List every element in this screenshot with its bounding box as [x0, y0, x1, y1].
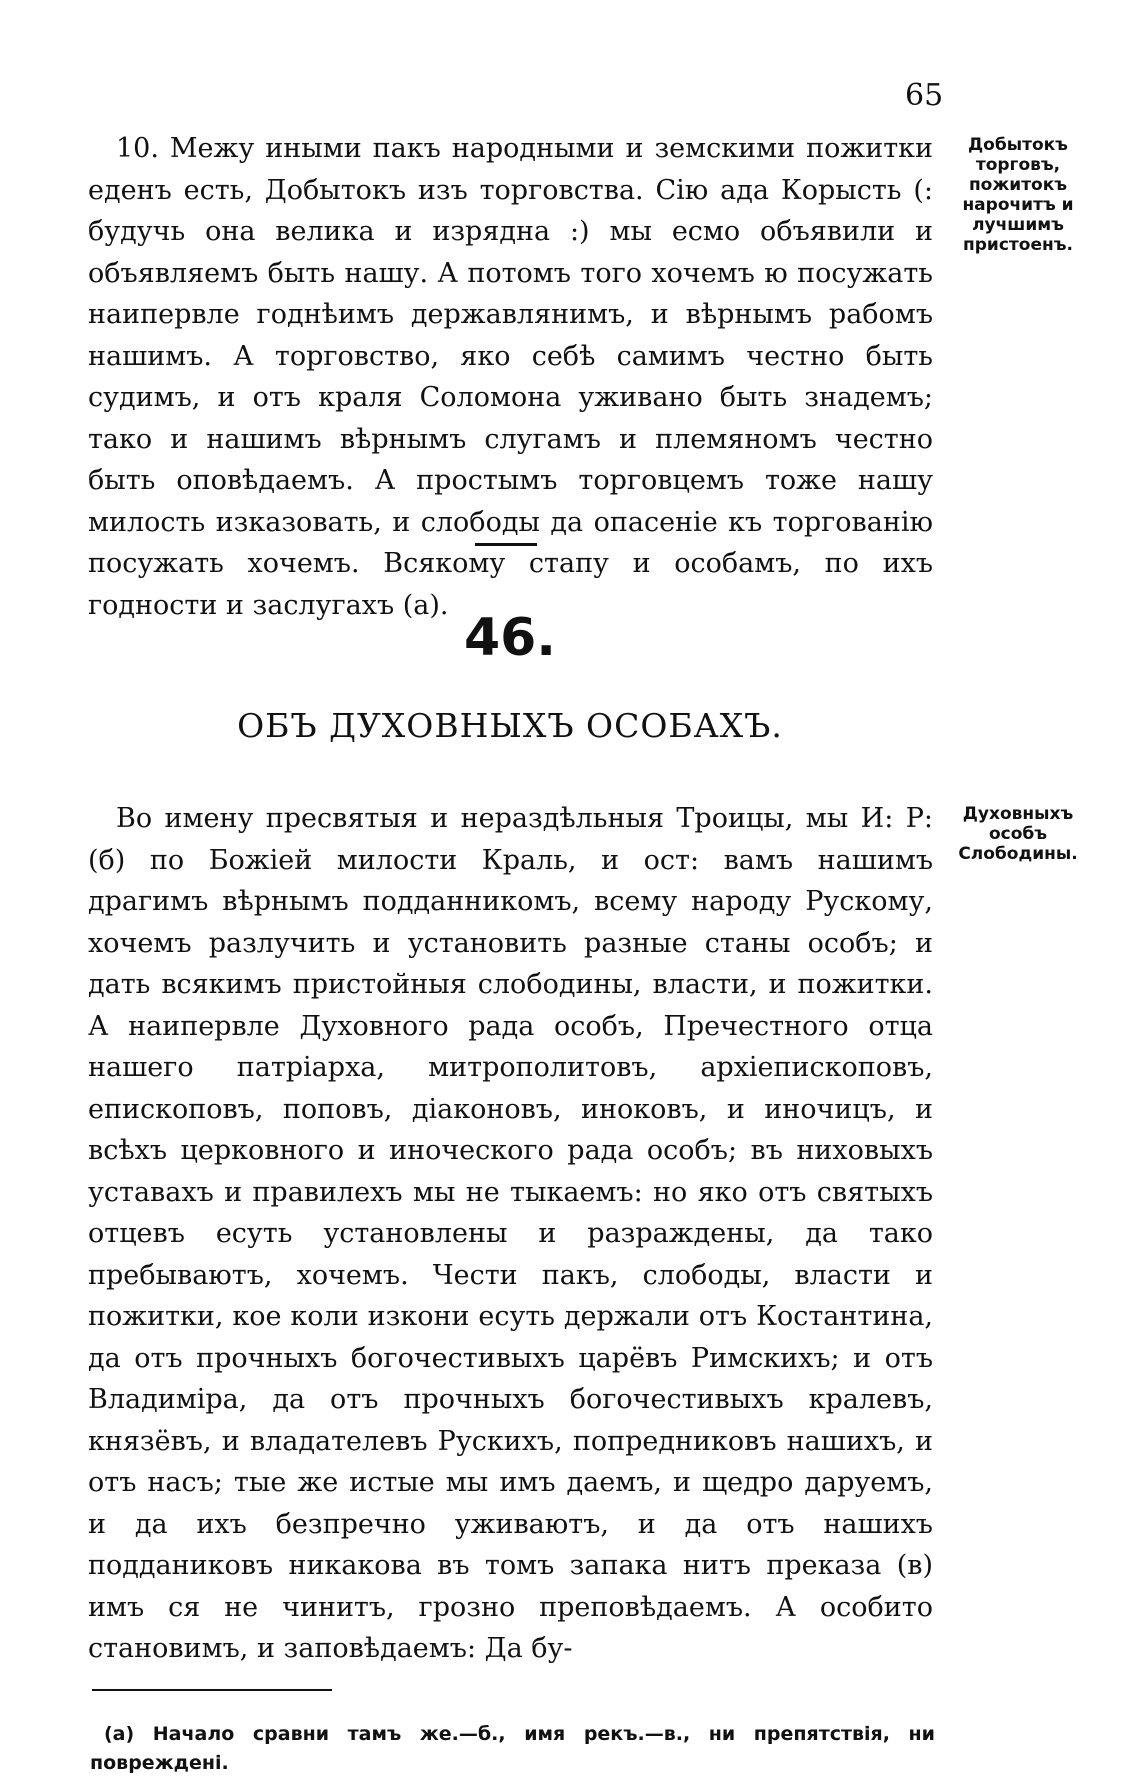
paragraph-text: Во имену пресвятыя и нераздѣльныя Троицы, мы И: Р: (б) по Божіей милости Краль, и ост: вамъ нашимъ драгимъ вѣрнымъ подданникомъ, всему народу Рускому, хочемъ разлучить и установить разные станы особъ; и дать всякимъ пристойныя слободины, власти, и пожитки. А наипервле Духовного рада особъ, Пречестного отца нашего патріарха, митрополитовъ, архіепископовъ, епископовъ, поповъ, діаконовъ, иноковъ, и иночицъ, и всѣхъ церковного и иноческого рада особъ; въ ниховыхъ уставахъ и правилехъ мы не тыкаемъ: но яко отъ святыхъ отцевъ есуть установлены и разраждены, да тако пребываютъ, хочемъ. Чести пакъ, слободы, власти и пожитки, кое коли изкони есуть держали отъ Костантина, да отъ прочныхъ богочестивыхъ царёвъ Римскихъ; и отъ Владиміра, да отъ прочныхъ богочестивыхъ кралевъ, князёвъ, и владателевъ Рускихъ, попредниковъ нашихъ, и отъ насъ; тые же истые мы имъ даемъ, и щедро даруемъ, и да ихъ безпречно уживаютъ, и да отъ нашихъ подданиковъ никакова въ томъ запака нитъ преказа (в) имъ ся не чинитъ, грозно преповѣдаемъ. А особито становимъ, и заповѣдаемъ: Да бу-: [88, 803, 933, 1664]
section-divider: [475, 543, 537, 546]
footnote-rule: [92, 1689, 332, 1691]
section-title: ОБЪ ДУХОВНЫХЪ ОСОБАХЪ.: [237, 706, 783, 745]
margin-note-1: Добытокъ торговъ, пожитокъ нарочитъ и лучшимъ пристоенъ.: [962, 135, 1074, 255]
paragraph-text: 10. Межу иными пакъ народными и земскими пожитки еденъ есть, Добытокъ изъ торговства. Сію ада Корысть (: будучь она велика и изрядна :) мы есмо объявили и объявляемъ быть нашу. А потомъ того хочемъ ю посужать наипервле годнѣимъ державлянимъ, и вѣрнымъ рабомъ нашимъ. А торговство, яко себѣ самимъ честно быть судимъ, и отъ краля Соломона уживано быть знадемъ; тако и нашимъ вѣрнымъ слугамъ и племяномъ честно быть оповѣдаемъ. А простымъ торговцемъ тоже нашу милость изказовать, и слободы да опасеніе къ торгованію посужать хочемъ. Всякому стапу и особамъ, по ихъ годности и заслугахъ (а).: [88, 133, 933, 621]
footnote-text: (а) Начало сравни тамъ же.—б., имя рекъ.—в., ни препятствія, ни повреждені.: [90, 1723, 935, 1774]
paragraph-section-1: [88, 128, 933, 626]
page-number: 65: [905, 78, 944, 113]
margin-note-2: Духовныхъ особъ Слободины.: [958, 804, 1078, 864]
section-number: 46.: [463, 608, 557, 668]
footnote: [90, 1720, 935, 1778]
paragraph-section-2: [88, 798, 933, 1670]
